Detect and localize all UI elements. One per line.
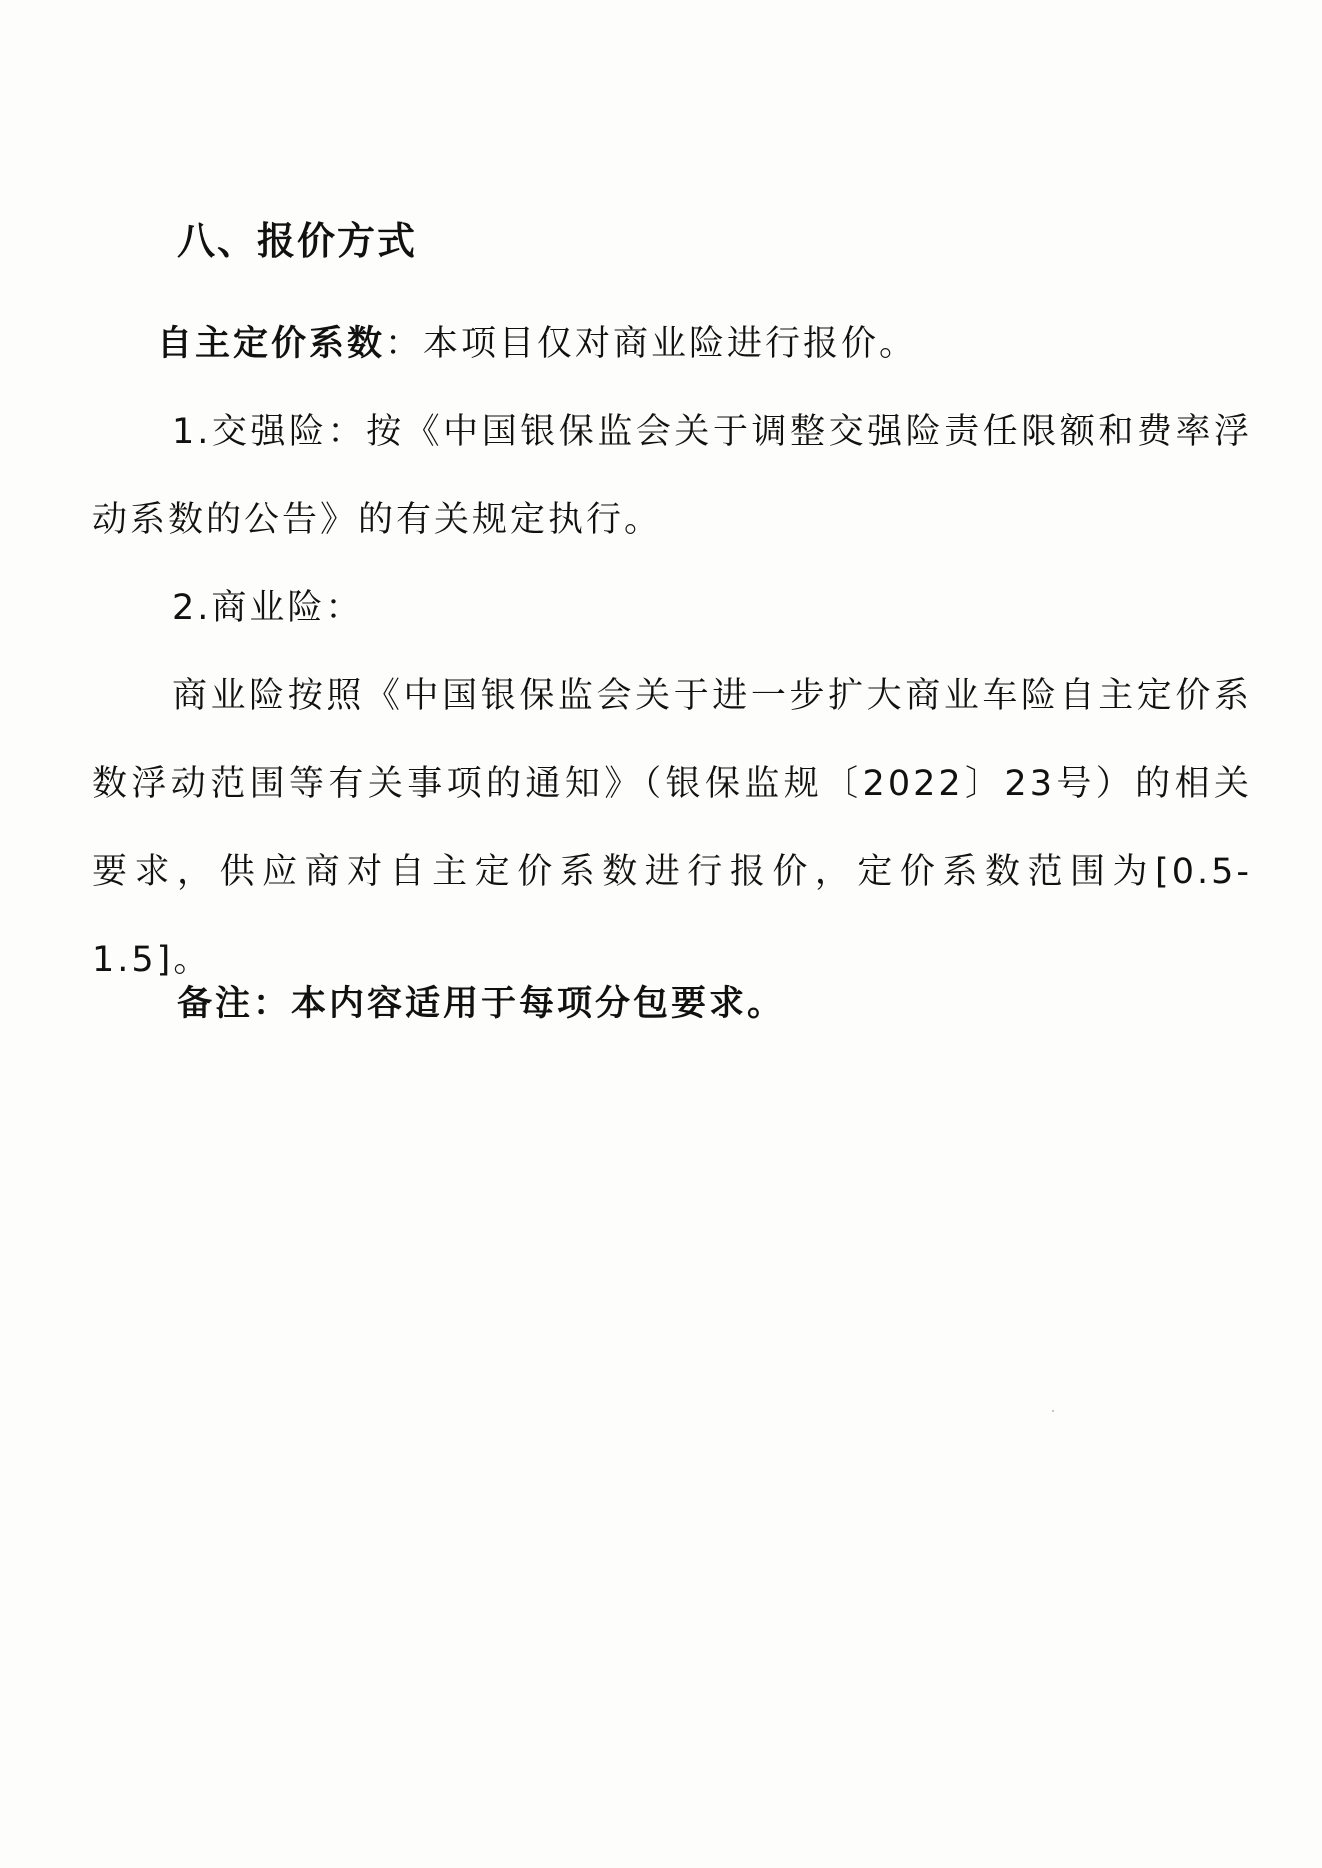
item-compulsory-insurance: 1.交强险：按《中国银保监会关于调整交强险责任限额和费率浮动系数的公告》的有关规定执行。 <box>92 412 1252 540</box>
intro-paragraph <box>92 300 1252 388</box>
commercial-insurance-paragraph: 商业险按照《中国银保监会关于进一步扩大商业车险自主定价系数浮动范围等有关事项的通知》（银保监规〔2022〕23号）的相关要求，供应商对自主定价系数进行报价，定价系数范围为[0.5-1.5]。 <box>92 676 1252 980</box>
scan-speck <box>1052 1410 1054 1412</box>
remark-paragraph: 备注：本内容适用于每项分包要求。 <box>177 984 786 1024</box>
section-heading: 八、报价方式 <box>177 219 418 263</box>
item-commercial-insurance: 2.商业险： <box>172 588 364 628</box>
intro-text: ：本项目仅对商业险进行报价。 <box>385 324 918 364</box>
intro-lead: 自主定价系数 <box>157 324 386 364</box>
